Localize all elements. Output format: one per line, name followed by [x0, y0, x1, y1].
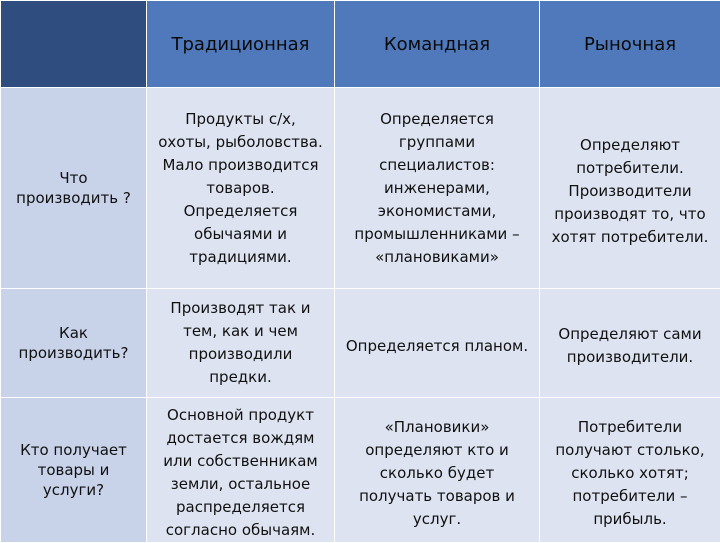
header-row: [1, 1, 720, 88]
header-market: Рыночная: [540, 1, 720, 88]
cell-who-market: [540, 398, 720, 543]
cell-text: Производят так и тем, как и чем производили предки.: [147, 297, 334, 389]
header-traditional: Традиционная: [147, 1, 335, 88]
row-label-who: [1, 398, 147, 543]
row-label-how: [1, 289, 147, 398]
row-label-text: Кто получает товары и услуги?: [1, 440, 146, 500]
cell-text: Продукты с/х, охоты, рыболовства. Мало производится товаров. Определяется обычаями и традициями.: [147, 108, 334, 269]
row-label-text: Что производить ?: [1, 168, 146, 208]
cell-text: Определяется группами специалистов: инженерами, экономистами, промышленниками – «плановиками»: [335, 108, 539, 269]
cell-what-command: [335, 88, 540, 289]
row-label-text: Как производить?: [1, 323, 146, 363]
table-row-how-to-produce: [1, 289, 720, 398]
cell-text: Определяют сами производители.: [540, 323, 720, 369]
table-row-what-to-produce: [1, 88, 720, 289]
row-label-what: [1, 88, 147, 289]
cell-text: Определяют потребители. Производители производят то, что хотят потребители.: [540, 134, 720, 249]
cell-who-traditional: [147, 398, 335, 543]
cell-how-traditional: [147, 289, 335, 398]
header-command: Командная: [335, 1, 540, 88]
cell-text: Основной продукт достается вождям или собственникам земли, остальное распределяется согласно обычаям.: [147, 404, 334, 542]
table-row-who-gets: [1, 398, 720, 543]
cell-who-command: [335, 398, 540, 543]
cell-text: Потребители получают столько, сколько хотят; потребители – прибыль.: [540, 416, 720, 531]
cell-text: Определяется планом.: [335, 335, 539, 358]
cell-how-command: [335, 289, 540, 398]
cell-what-market: [540, 88, 720, 289]
cell-what-traditional: [147, 88, 335, 289]
header-corner-cell: [1, 1, 147, 88]
cell-text: «Плановики» определяют кто и сколько будет получать товаров и услуг.: [335, 416, 539, 531]
cell-how-market: [540, 289, 720, 398]
